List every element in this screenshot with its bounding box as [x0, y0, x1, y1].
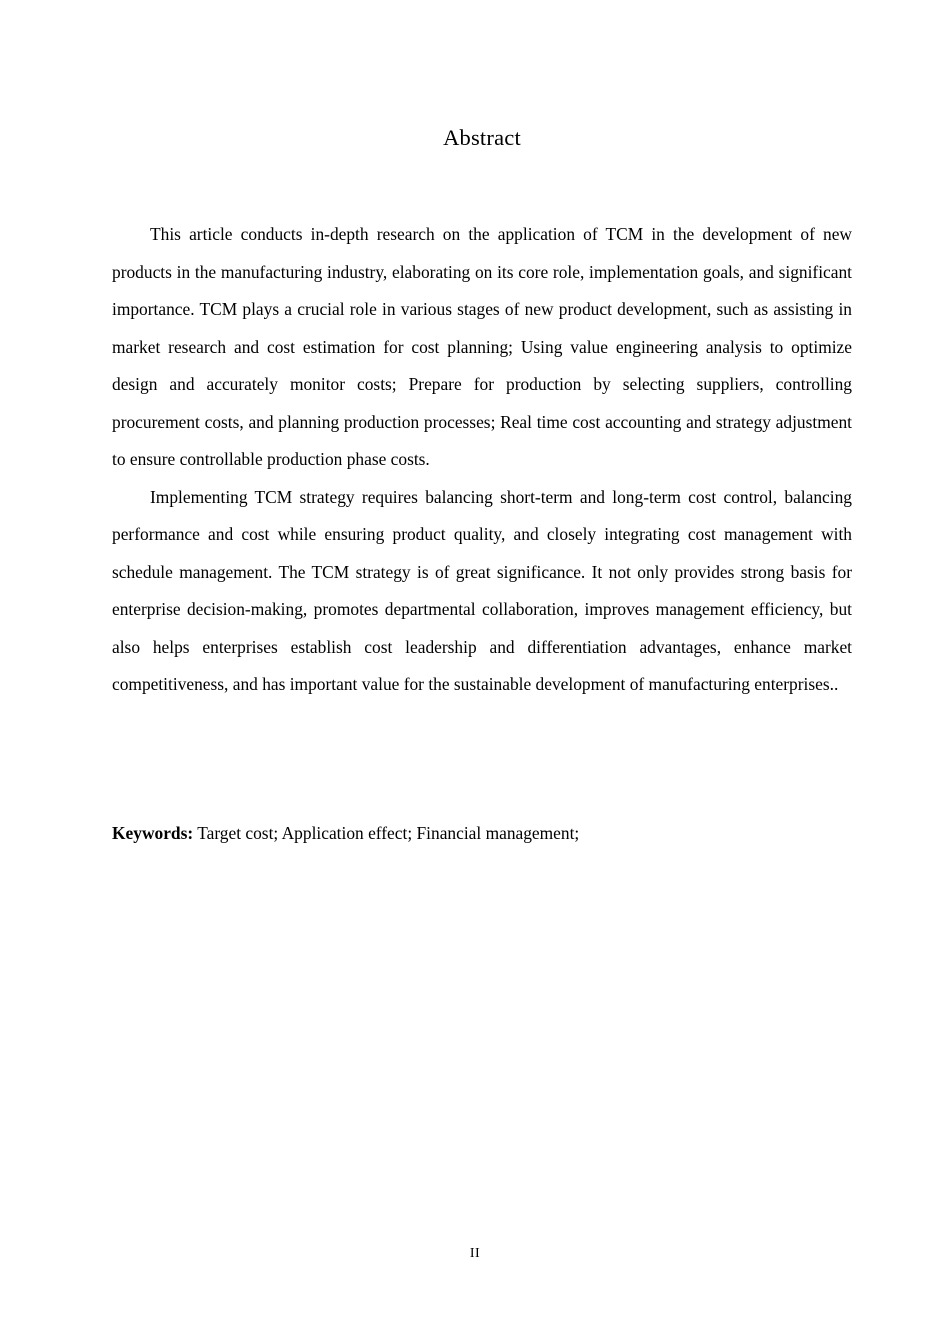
abstract-body: [112, 216, 852, 704]
keywords-value: Target cost; Application effect; Financial management;: [193, 823, 580, 843]
abstract-paragraph-1: This article conducts in-depth research on the application of TCM in the development of new products in the manufacturing industry, elaborating on its core role, implementation goals, and significant importance. TCM plays a crucial role in various stages of new product development, such as assisting in market research and cost estimation for cost planning; Using value engineering analysis to optimize design and accurately monitor costs; Prepare for production by selecting suppliers, controlling procurement costs, and planning production processes; Real time cost accounting and strategy adjustment to ensure controllable production phase costs.: [112, 224, 852, 469]
keywords-line: [112, 818, 852, 848]
abstract-paragraph-2: Implementing TCM strategy requires balancing short-term and long-term cost control, balancing performance and cost while ensuring product quality, and closely integrating cost management with schedule management. The TCM strategy is of great significance. It not only provides strong basis for enterprise decision-making, promotes departmental collaboration, improves management efficiency, but also helps enterprises establish cost leadership and differentiation advantages, enhance market competitiveness, and has important value for the sustainable development of manufacturing enterprises..: [112, 486, 852, 694]
page-number: II: [469, 1246, 481, 1261]
page-title: Abstract: [443, 125, 521, 150]
keywords-label: Keywords:: [112, 823, 194, 843]
